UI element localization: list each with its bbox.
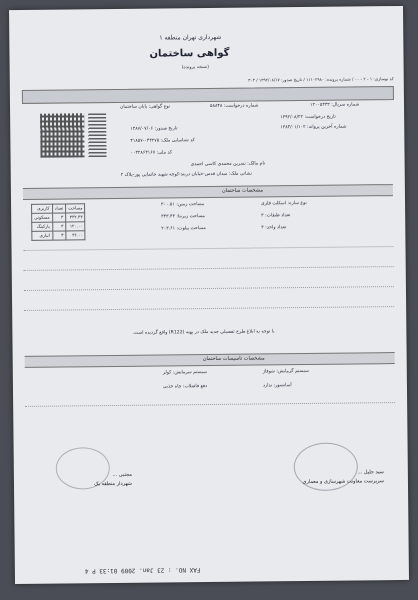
divider xyxy=(24,286,394,291)
divider xyxy=(24,246,394,251)
qr-code-icon xyxy=(40,113,84,157)
section-building-header: مشخصات ساختمان xyxy=(23,184,393,200)
field-national-code: کد ملی: ۰۰۳۲۸۶۳۱۶۷ xyxy=(130,150,173,156)
field-last-permit: شماره آخرین پروانه: ۱۳۸۳/۰۱/۱۰۲ xyxy=(280,124,347,131)
municipality-heading: شهرداری تهران منطقه ۱ xyxy=(159,33,222,42)
signature-right: سید جلیل ... سرپرست معاونت شهرسازی و معماری xyxy=(302,469,384,486)
table-row: مسکونی ۳ ۳۳۲.۴۳ xyxy=(32,213,86,223)
field-certificate-type: نوع گواهی: پایان ساختمان xyxy=(120,104,171,110)
install-row: سیستم سرمایش: کولر xyxy=(162,370,207,376)
certificate-paper xyxy=(9,6,409,584)
table-row: انباری ۳ ۳۶.۰۰ xyxy=(32,231,86,241)
building-row: مساحت زیربنا: ۳۳۳.۴۳ xyxy=(161,214,205,220)
field-property-code: کد شناسایی ملک: ۰۴۳۲۷۵-۴۱۸۵۷ xyxy=(130,138,195,144)
building-row: مساحت زمین: ۳۰۰.۵۱ xyxy=(161,202,205,208)
divider xyxy=(24,306,394,311)
building-row: تعداد واحد: ۳ xyxy=(261,225,287,231)
barcode-icon xyxy=(88,113,106,157)
usage-table xyxy=(31,203,86,241)
table-row: کاربری تعداد مساحت xyxy=(32,204,86,214)
signature-left: مجتبی ... شهردار منطقه یک xyxy=(94,471,133,488)
field-property-address: نشانی ملک: میدان قدس-خیابان دربند-کوچه شهید خاتمایی پور-پلاک ۲ xyxy=(120,171,252,178)
document-subtitle: (نسخه پرونده) xyxy=(181,64,210,71)
install-row: آسانسور: ندارد xyxy=(262,383,292,389)
divider xyxy=(25,402,395,407)
table-row: پارکینگ ۳ ۱۲۰.۰۰ xyxy=(32,222,86,232)
field-request-number: شماره درخواست: ۵۸۸۴۸ xyxy=(209,103,259,109)
divider xyxy=(24,266,394,271)
top-reference-line: کد نوسازی: ۱ - ۲ - ۰۰ / شماره پرونده: ۱۱۱۰۲۹۸۰ / تاریخ صدور: ۱۳۹۲/۰۸/۱۷ / ۳۰۳ xyxy=(248,76,394,83)
field-serial-number: شماره سریال: ۱۲۰۰۵۳۳۳ xyxy=(309,102,360,108)
install-row: دفع فاضلاب: چاه جذبی xyxy=(162,384,208,390)
building-row: تعداد طبقات: ۳ xyxy=(261,213,291,219)
fax-header-line: FAX NO. : 23 Jan. 2009 01:33 P 4 xyxy=(84,566,201,575)
field-owner-name: نام مالک: نسرین محمدی کاسی احمدی xyxy=(190,161,266,168)
field-request-date: تاریخ درخواست: ۱۳۹۲/۰۸/۲۲ xyxy=(280,114,336,121)
zoning-note: با توجه به ابلاغ طرح تفصیلی جدید ملک در پهنه (R122) واقع گردیده است. xyxy=(132,329,275,336)
header-grid-band xyxy=(22,86,394,104)
document-title: گواهی ساختمان xyxy=(149,47,230,60)
field-issue-date: تاریخ صدور: ۱۳۸۷/۰۷/۰۶ xyxy=(130,126,178,132)
install-row: سیستم گرمایش: شوفاژ xyxy=(262,368,309,375)
building-row: نوع سازه: اسکلت فلزی xyxy=(261,200,307,207)
section-installations-header: مشخصات تاسیسات ساختمان xyxy=(25,352,395,368)
building-row: مساحت پیلوت: ۲۰۳.۶۱ xyxy=(161,226,206,232)
